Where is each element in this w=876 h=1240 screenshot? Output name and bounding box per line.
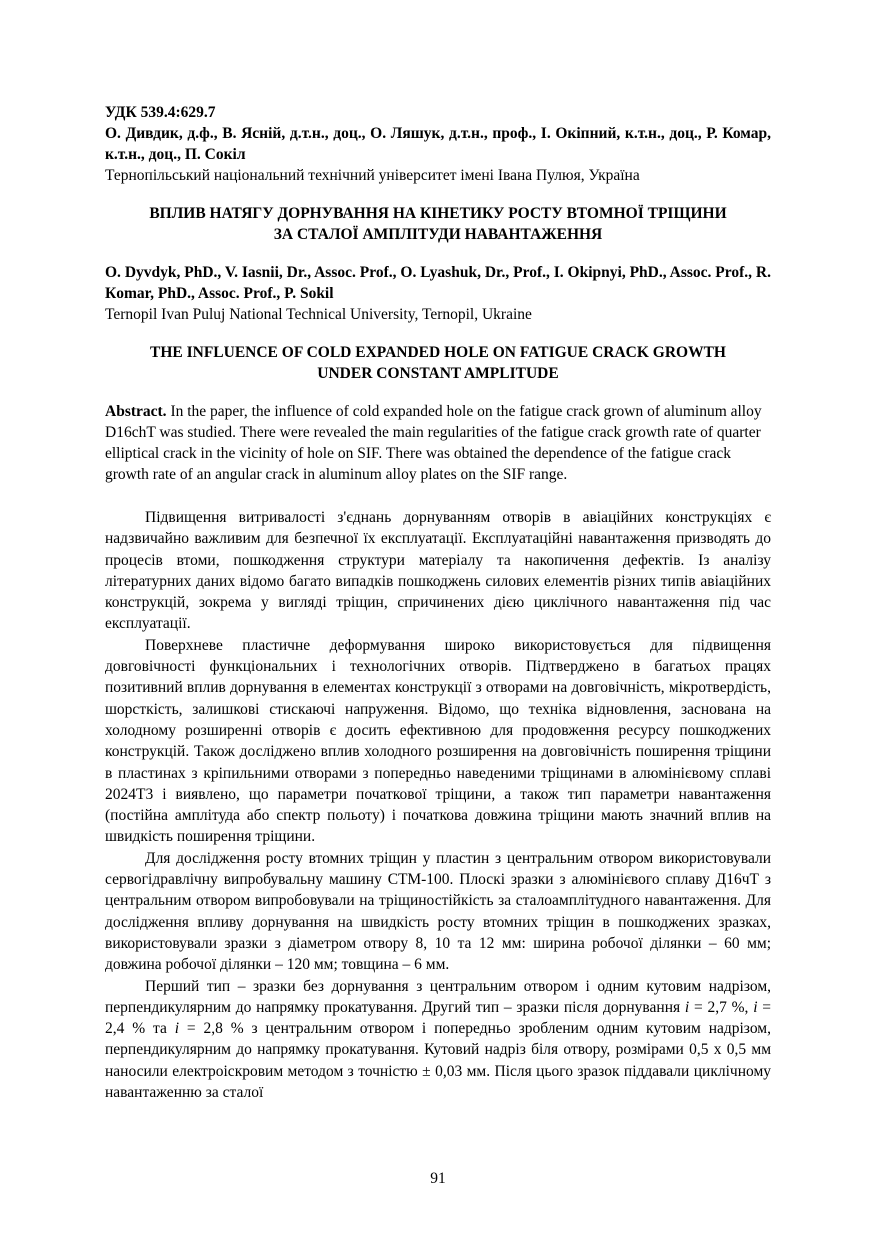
abstract-text: In the paper, the influence of cold expanded hole on the fatigue crack grown of aluminum alloy D16chT was studied. There were revealed the main regularities of the fatigue crack growth rate of quarter elliptical crack in the vicinity of hole on SIF. There was obtained the dependence of the fatigue crack growth rate of an angular crack in aluminum alloy plates on the SIF range. — [105, 403, 762, 483]
body-text — [105, 507, 771, 1103]
abstract — [105, 401, 771, 485]
page-content — [105, 102, 771, 1103]
paragraph-2: Поверхневе пластичне деформування широко використовується для підвищення довговічності функціональних і технологічних отворів. Підтверджено в багатьох працях позитивний вплив дорнування в елементах конструкції з отворами на довговічність, мікротвердість, шорсткість, залишкові стискаючі напруження. Відомо, що техніка відновлення, заснована на холодному розширенні отворів є досить ефективною для продовження ресурсу пошкоджених конструкцій. Також досліджено вплив холодного розширення на довговічність поширення тріщини в пластинах з кріпильними отворами з попередньо наведеними тріщинами в алюмінієвому сплаві 2024Т3 і виявлено, що параметри початкової тріщини, а також тип параметри навантаження (постійна амплітуда або спектр польоту) і початкова довжина тріщини мають значний вплив на швидкість поширення тріщини. — [105, 636, 771, 846]
ua-title-line1: ВПЛИВ НАТЯГУ ДОРНУВАННЯ НА КІНЕТИКУ РОСТУ ВТОМНОЇ ТРІЩИНИ — [149, 205, 727, 222]
page-number: 91 — [430, 1170, 446, 1187]
abstract-label: Abstract. — [105, 403, 167, 420]
en-title-line1: THE INFLUENCE OF COLD EXPANDED HOLE ON FATIGUE CRACK GROWTH — [150, 344, 726, 361]
paragraph-4: Перший тип – зразки без дорнування з центральним отвором і одним кутовим надрізом, перпендикулярним до напрямку прокатування. Другий тип – зразки після дорнування i = 2,7 %, i = 2,4 % та i = 2,8 % з центральним отвором і попередньо зробленим одним кутовим надрізом, перпендикулярним до напрямку прокатування. Кутовий надріз біля отвору, розмірами 0,5 х 0,5 мм наносили електроіскровим методом з точністю ± 0,03 мм. Після цього зразок піддавали циклічному навантаженню за сталої — [105, 977, 772, 1102]
ua-authors: О. Дивдик, д.ф., В. Ясній, д.т.н., доц., О. Ляшук, д.т.н., проф., І. Окіпний, к.т.н., доц., Р. Комар, к.т.н., доц., П. Сокіл — [105, 125, 771, 163]
paragraph-1: Підвищення витривалості з'єднань дорнуванням отворів в авіаційних конструкціях є надзвичайно важливим для безпечної їх експлуатації. Експлуатаційні навантаження призводять до процесів втоми, пошкодження структури матеріалу та накопичення дефектів. Із аналізу літературних даних відомо багато випадків пошкоджень силових елементів різних типів авіаційних конструкцій, зокрема у вигляді тріщин, спричинених дією циклічного навантаження під час експлуатації. — [105, 509, 771, 633]
en-title-line2: UNDER CONSTANT AMPLITUDE — [317, 365, 559, 382]
ua-title-line2: ЗА СТАЛОЇ АМПЛІТУДИ НАВАНТАЖЕННЯ — [273, 226, 603, 243]
ua-title — [105, 203, 771, 245]
udk-code: УДК 539.4:629.7 — [105, 104, 216, 121]
en-title — [105, 342, 771, 384]
ua-affiliation: Тернопільський національний технічний університет імені Івана Пулюя, Україна — [105, 167, 640, 184]
en-authors: O. Dyvdyk, PhD., V. Iasnii, Dr., Assoc. Prof., O. Lyashuk, Dr., Prof., I. Okipnyi, PhD., Assoc. Prof., R. Кomar, PhD., Assoc. Prof., P. Sokil — [105, 264, 771, 302]
en-affiliation: Ternopil Ivan Puluj National Technical University, Ternopil, Ukraine — [105, 306, 532, 323]
paragraph-3: Для дослідження росту втомних тріщин у пластин з центральним отвором використовували сервогідравлічну випробувальну машину СТМ-100. Плоскі зразки з алюмінієвого сплаву Д16чТ з центральним отвором випробовували на тріщиностійкість за сталоамплітудного навантаження. Для дослідження впливу дорнування на швидкість росту втомних тріщин в пошкоджених зразках, використовували зразки з діаметром отвору 8, 10 та 12 мм: ширина робочої ділянки – 60 мм; довжина робочої ділянки – 120 мм; товщина – 6 мм. — [105, 849, 771, 974]
